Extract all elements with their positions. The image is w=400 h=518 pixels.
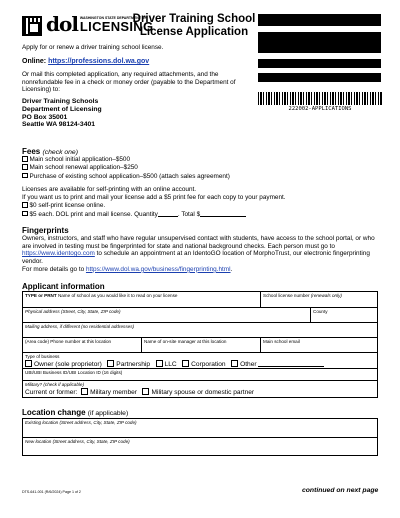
fee-option-purchase[interactable]: Purchase of existing school application–$500 (attach sales agreement)	[22, 173, 230, 181]
quantity-field[interactable]	[158, 211, 178, 217]
redaction-block-1	[258, 14, 381, 26]
print-option-self[interactable]: $0 self-print license online.	[22, 202, 286, 210]
redaction-block-3	[258, 59, 381, 68]
identogo-link[interactable]: https://www.identogo.com	[22, 250, 95, 258]
mailing-address-field[interactable]: Mailing address, if different (no residential addresses)	[25, 324, 135, 329]
license-print-info: Licenses are available for self-printing with an online account. If you want us to print and mail your license add a $5 print fee for each copy to your payment. $0 self-print license online. $5 each. DOL print and mail license. Quantity . Total $	[22, 186, 286, 218]
agency-small-text: WASHINGTON STATE DEPARTMENT OF	[79, 16, 147, 20]
county-field[interactable]: County	[310, 308, 377, 322]
print-option-mail[interactable]: $5 each. DOL print and mail license. Quantity . Total $	[22, 211, 286, 219]
business-type-partnership-checkbox[interactable]	[107, 360, 114, 367]
military-field: Military? (check if applicable) Current or former: Military member Military spouse or domestic partner	[25, 382, 255, 396]
school-license-field[interactable]: School license number (renewals only)	[260, 292, 377, 307]
location-change-form	[22, 418, 378, 456]
checkbox[interactable]	[22, 202, 28, 208]
redaction-block-4	[258, 73, 381, 82]
email-field[interactable]: Main school email	[260, 338, 377, 352]
checkbox[interactable]	[22, 173, 28, 179]
logo-mark: dol	[46, 12, 78, 36]
manager-field[interactable]: Name of on-site manager at this location	[141, 338, 260, 352]
military-spouse-checkbox[interactable]	[142, 388, 149, 395]
applicant-form	[22, 291, 378, 398]
business-type-corporation-checkbox[interactable]	[182, 360, 189, 367]
fee-option-renewal[interactable]: Main school renewal application–$250	[22, 164, 230, 172]
business-type-owner-checkbox[interactable]	[25, 360, 32, 367]
business-type-field: Type of business Owner (sole proprietor) Partnership LLC Corporation Other	[23, 353, 377, 368]
physical-address-field[interactable]: Physical address (Street, City, State, ZIP code)	[25, 309, 121, 314]
existing-location-field[interactable]: Existing location (Street address, City, State, ZIP code)	[25, 420, 137, 425]
fee-option-initial[interactable]: Main school initial application–$500	[22, 156, 230, 164]
fees-heading: Fees (check one)	[22, 147, 78, 156]
fee-options	[22, 156, 230, 181]
fingerprinting-link[interactable]: https://www.dol.wa.gov/business/fingerprinting.html	[85, 265, 231, 273]
online-link[interactable]: https://professions.dol.wa.gov	[48, 58, 150, 65]
barcode	[258, 92, 382, 105]
military-member-checkbox[interactable]	[81, 388, 88, 395]
form-title: Driver Training School License Application	[132, 13, 256, 38]
continued-note: continued on next page	[302, 487, 379, 494]
applicant-heading: Applicant information	[22, 282, 105, 291]
phone-field[interactable]: (Area code) Phone number at this location	[25, 339, 112, 344]
agency-name: LICENSING	[79, 19, 154, 34]
school-name-field[interactable]: TYPE or PRNT Name of school as you would like it to read on your license	[25, 293, 178, 298]
online-line: Online: https://professions.dol.wa.gov	[22, 58, 150, 65]
barcode-label: 222002-APPLICATIONS	[288, 106, 352, 112]
fingerprints-heading: Fingerprints	[22, 226, 69, 235]
intro-line: Apply for or renew a driver training school license.	[22, 44, 164, 51]
new-location-field[interactable]: New location (Street address, City, State, ZIP code)	[25, 439, 130, 444]
business-type-other-checkbox[interactable]	[231, 360, 238, 367]
qr-code	[22, 16, 42, 36]
ubi-field[interactable]: UBI/UBI Business ID/UBI Location ID (16 digits)	[25, 370, 123, 375]
mail-instructions: Or mail this completed application, any required attachments, and the nonrefundable fee in a check or money order (payable to the Department of Licensing) to:	[22, 71, 236, 94]
fingerprints-text: Owners, instructors, and staff who have regular unsupervised contact with students, have access to the school portal, or who are involved in testing must be fingerprinted for state and national background checks. Each person must go to https://www.identogo.com to schedule an appointment at an IdentoGO location of MorphoTrust, our electronic fingerprinting vendor. For more details go to https://www.dol.wa.gov/business/fingerprinting.html.	[22, 235, 375, 273]
redaction-block-2	[258, 32, 381, 53]
form-code: DTS-641-001 (R/6/2024) Page 1 of 2	[22, 490, 81, 494]
total-field[interactable]	[200, 211, 246, 217]
mailing-address: Driver Training Schools Department of Licensing PO Box 35001 Seattle WA 98124-3401	[22, 98, 102, 129]
business-type-llc-checkbox[interactable]	[156, 360, 163, 367]
checkbox[interactable]	[22, 164, 28, 170]
checkbox[interactable]	[22, 156, 28, 162]
location-change-heading: Location change (if applicable)	[22, 408, 129, 417]
business-type-other-field[interactable]	[258, 361, 324, 367]
checkbox[interactable]	[22, 211, 28, 217]
